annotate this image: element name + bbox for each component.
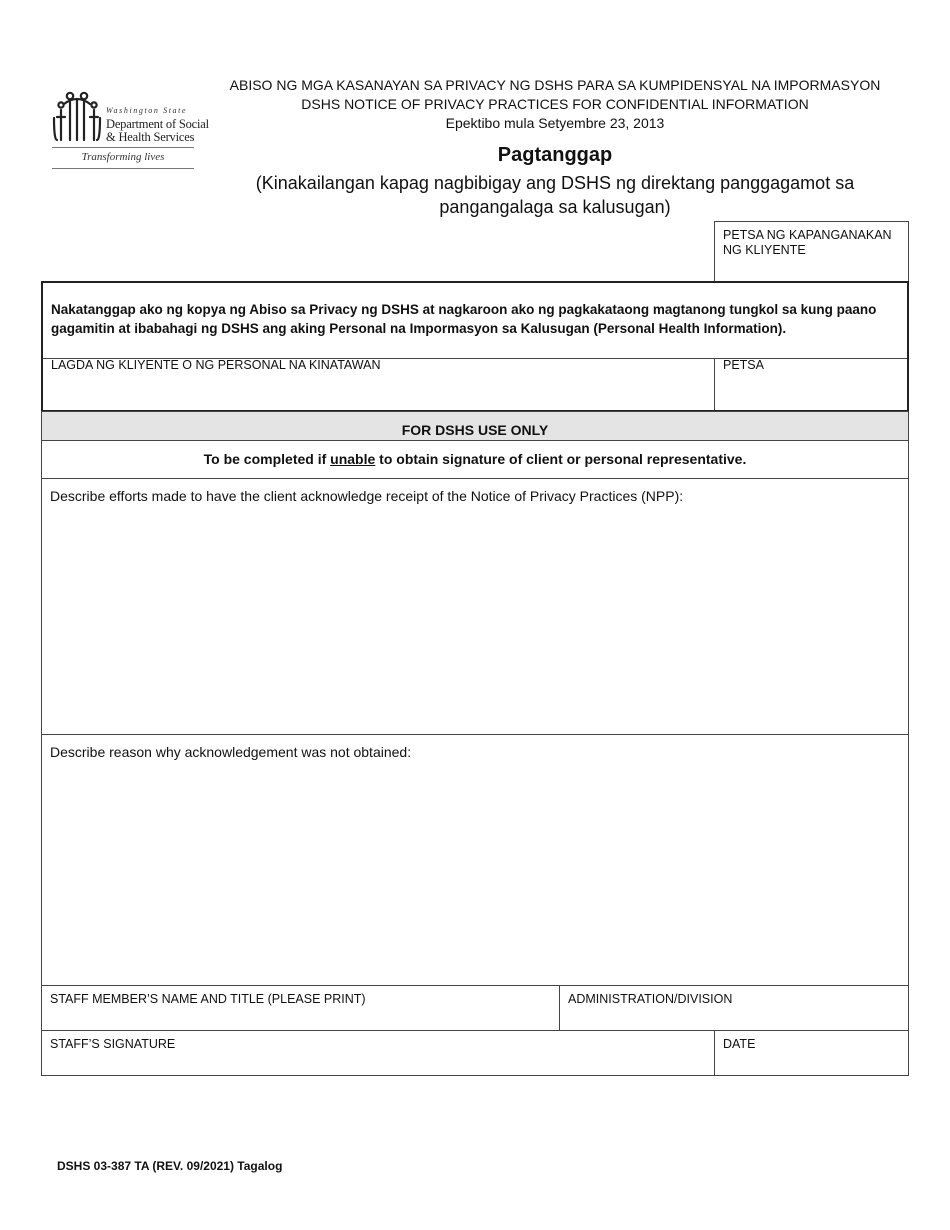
reason-field[interactable] xyxy=(41,734,909,986)
staff-date-field[interactable] xyxy=(714,1030,909,1076)
division-label: ADMINISTRATION/DIVISION xyxy=(568,992,733,1006)
reason-label: Describe reason why acknowledgement was not obtained: xyxy=(50,744,412,760)
client-signature-field[interactable] xyxy=(43,352,714,410)
people-figures-icon xyxy=(52,90,102,142)
header-tagalog-title: ABISO NG MGA KASANAYAN SA PRIVACY NG DSHS PARA SA KUMPIDENSYAL NA IMPORMASYON xyxy=(229,77,881,93)
logo-state-text: Washington State xyxy=(106,106,188,115)
logo-divider xyxy=(52,147,194,148)
dshs-logo xyxy=(52,90,209,172)
efforts-label: Describe efforts made to have the client acknowledge receipt of the Notice of Privacy Practices (NPP): xyxy=(50,488,684,504)
division-field[interactable] xyxy=(559,985,909,1031)
instruction-text: to obtain signature of client or personal representative. xyxy=(375,451,747,467)
instruction-emphasis: unable xyxy=(330,451,376,467)
client-birthdate-field[interactable] xyxy=(714,221,909,282)
dshs-use-only-heading: FOR DSHS USE ONLY xyxy=(41,411,909,441)
client-signature-label: LAGDA NG KLIYENTE O NG PERSONAL NA KINATAWAN xyxy=(51,358,381,372)
page-subtitle: (Kinakailangan kapag nagbibigay ang DSHS ng direktang panggagamot sa pangangalaga sa kalusugan) xyxy=(255,173,855,217)
staff-name-field[interactable] xyxy=(41,985,560,1031)
staff-name-label: STAFF MEMBER’S NAME AND TITLE (PLEASE PRINT) xyxy=(50,992,366,1006)
page-title: Pagtanggap xyxy=(497,144,613,166)
staff-date-label: DATE xyxy=(723,1037,756,1051)
staff-signature-field[interactable] xyxy=(41,1030,715,1076)
client-date-field[interactable] xyxy=(715,352,907,410)
client-date-label: PETSA xyxy=(723,358,764,372)
form-number: DSHS 03-387 TA (REV. 09/2021) Tagalog xyxy=(57,1159,283,1173)
client-birthdate-label: PETSA NG KAPANGANAKAN NG KLIYENTE xyxy=(723,228,892,257)
logo-department-line1: Department of Social xyxy=(106,117,209,131)
logo-divider xyxy=(52,168,194,169)
header-effective-date: Epektibo mula Setyembre 23, 2013 xyxy=(445,115,665,131)
staff-signature-label: STAFF’S SIGNATURE xyxy=(50,1037,176,1051)
logo-tagline: Transforming lives xyxy=(81,151,165,163)
dshs-instruction xyxy=(41,440,909,479)
efforts-field[interactable] xyxy=(41,478,909,735)
logo-department-line2: & Health Services xyxy=(106,130,195,144)
acknowledgement-statement: Nakatanggap ako ng kopya ng Abiso sa Privacy ng DSHS at nagkaroon ako ng pagkakataong magtanong tungkol sa kung paano gagamitin at ibabahagi ng DSHS ang aking Personal na Impormasyon sa Kalusugan (Personal Health Information). xyxy=(51,302,877,336)
instruction-text: To be completed if xyxy=(203,451,331,467)
header-english-title: DSHS NOTICE OF PRIVACY PRACTICES FOR CONFIDENTIAL INFORMATION xyxy=(301,96,809,112)
